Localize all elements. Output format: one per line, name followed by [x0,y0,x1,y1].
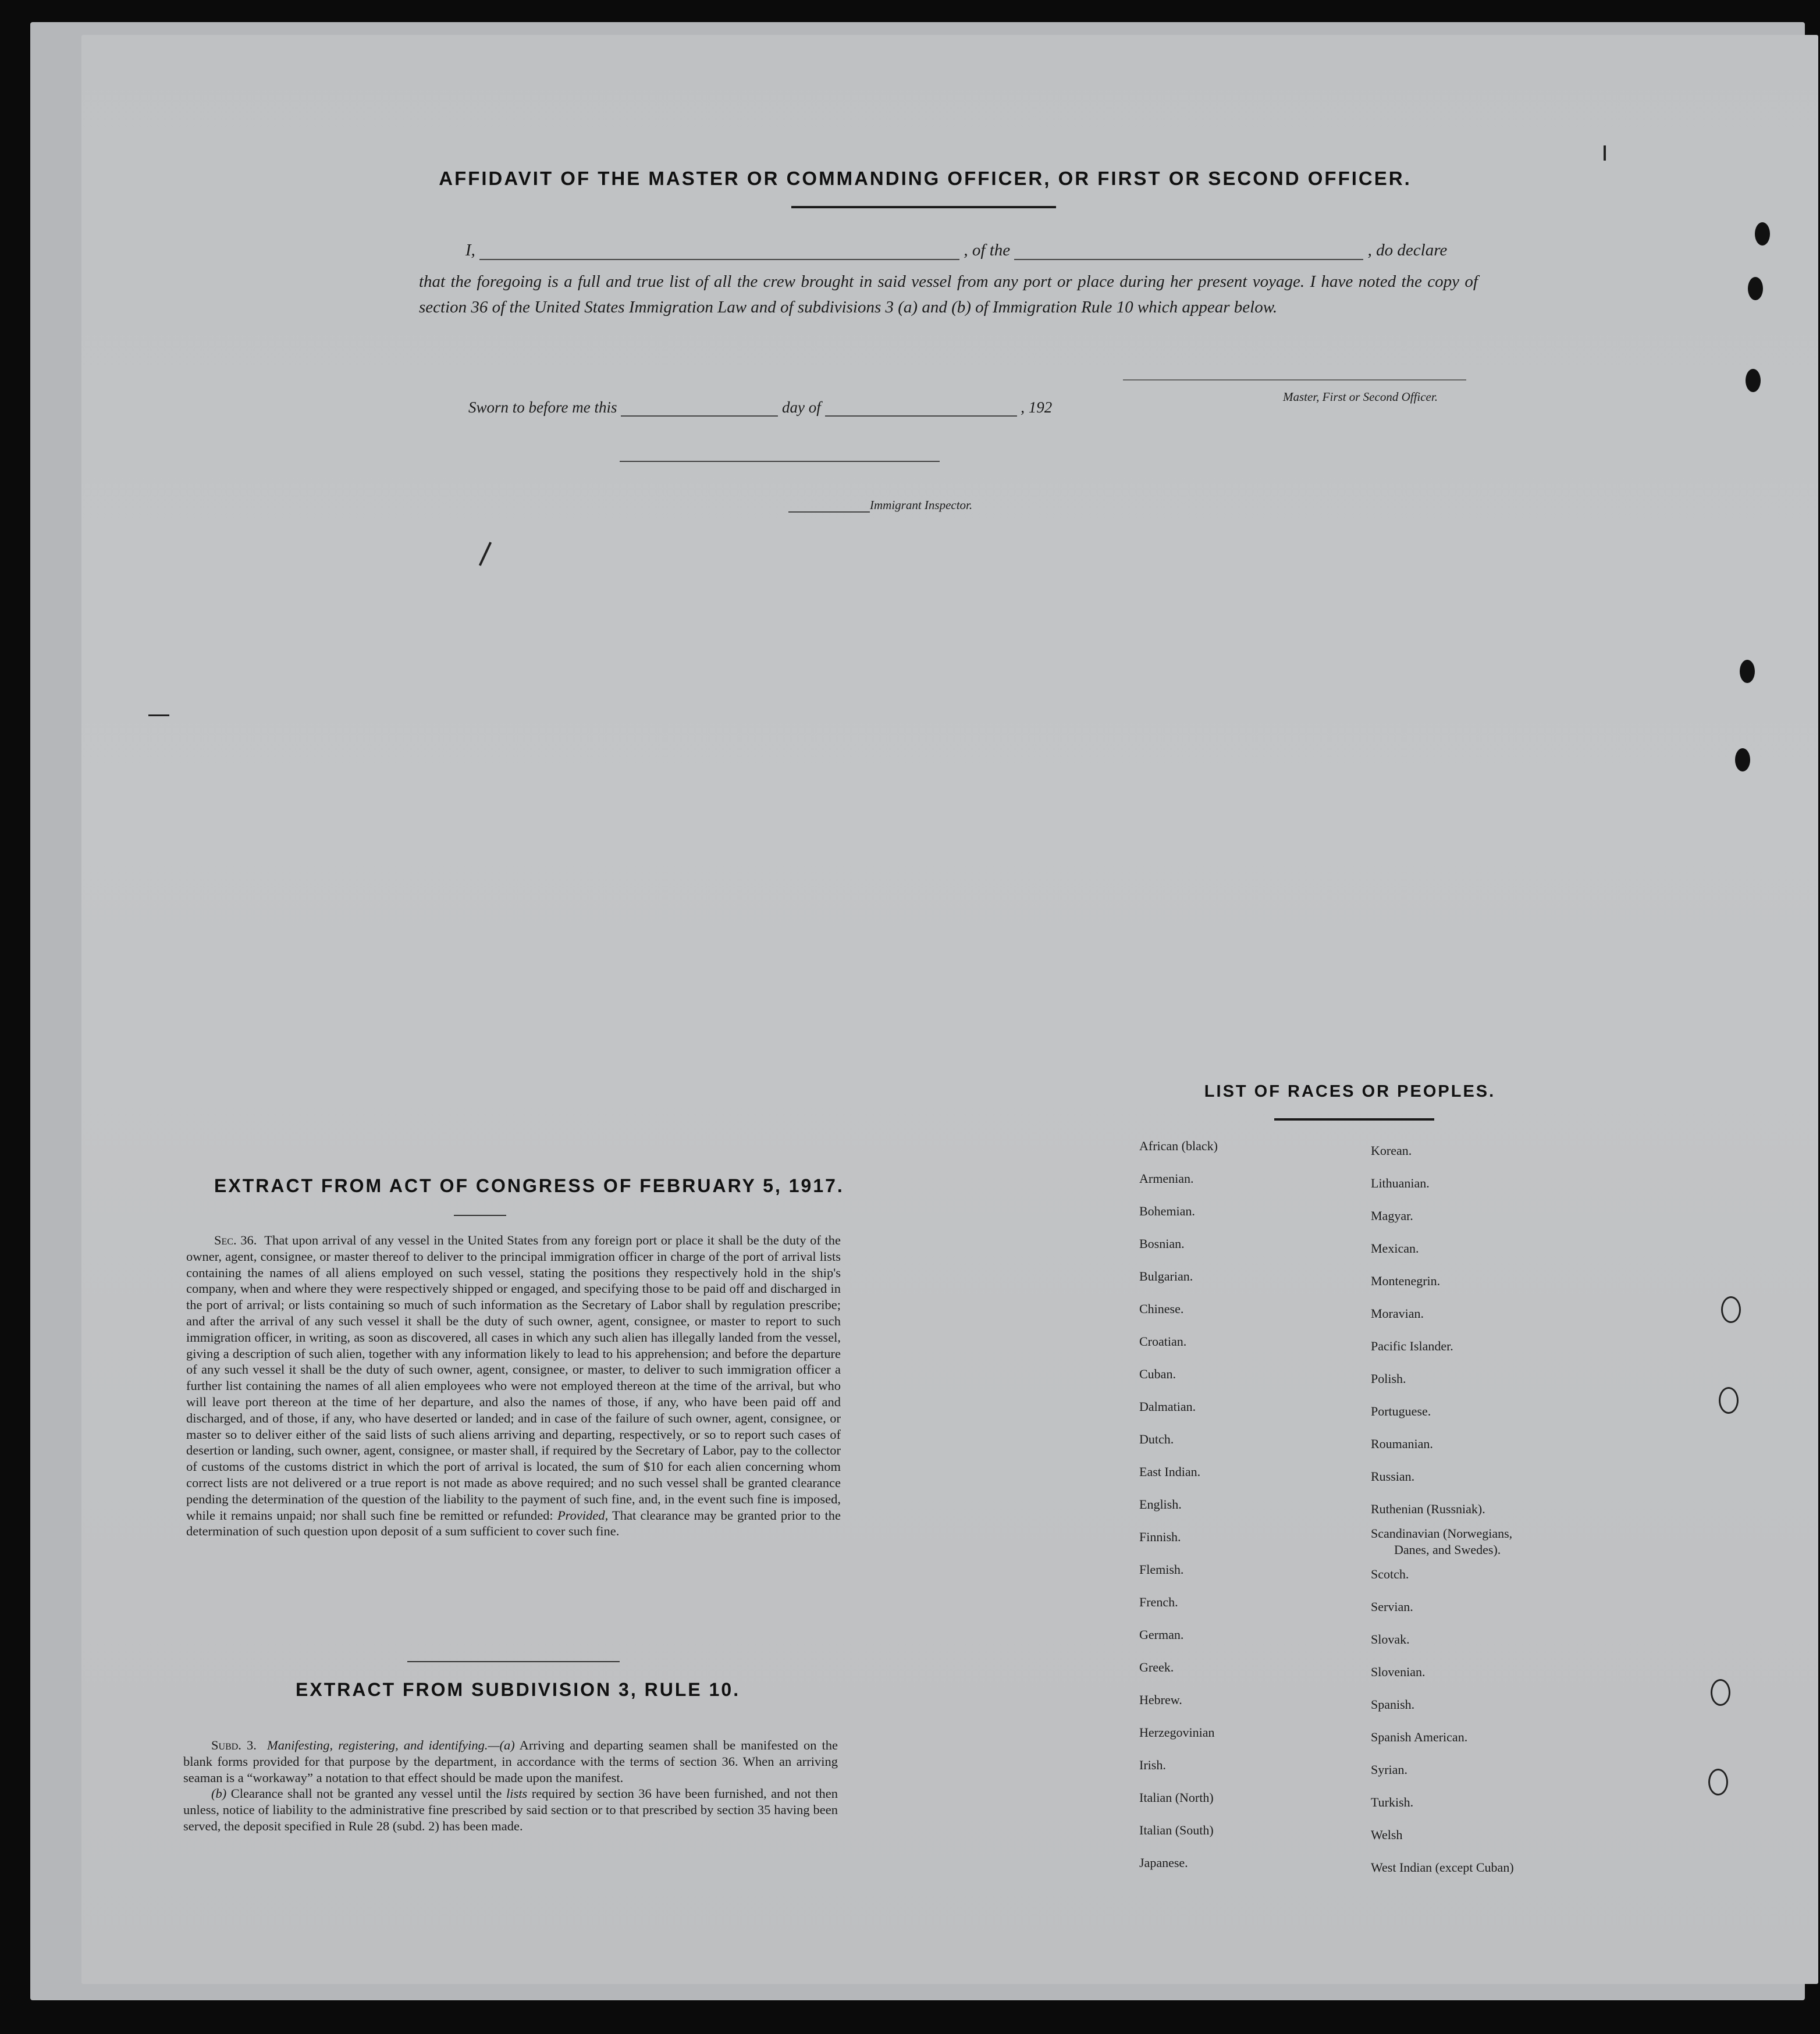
para-b-lists: lists [506,1786,528,1801]
subd-label: Subd. 3. [211,1738,257,1752]
race-item: West Indian (except Cuban) [1371,1860,1514,1875]
race-item: French. [1139,1595,1178,1609]
act-title: EXTRACT FROM ACT OF CONGRESS OF FEBRUARY 5, 1917. [214,1175,844,1196]
affidavit-body: that the foregoing is a full and true list of all the crew brought in said vessel from any port or place during her present voyage. I have noted the copy of section 36 of the United States Immigration Law and of subdivisions 3 (a) and (b) of Immigration Rule 10 which appear below. [419,272,1478,317]
race-item: Croatian. [1139,1334,1187,1349]
declarant-label: I, [465,241,475,259]
race-item: Japanese. [1139,1855,1188,1870]
binding-hole [1755,222,1770,246]
race-item: Italian (North) [1139,1790,1214,1805]
race-item: Slovak. [1371,1632,1410,1647]
sworn-label: Sworn to before me this [468,399,617,416]
inspector-line [788,498,972,513]
race-item: Flemish. [1139,1562,1184,1577]
race-item: Montenegrin. [1371,1274,1441,1288]
binding-ring [1711,1679,1730,1706]
declarant-name-field[interactable] [479,241,959,260]
race-item: Spanish. [1371,1697,1415,1712]
binding-ring [1708,1769,1728,1795]
race-item: Servian. [1371,1599,1413,1614]
sec-36-text: That upon arrival of any vessel in the United States from any foreign port or place it shall be the duty of the owner, agent, consignee, or master thereof to deliver to the principal immigration officer in charge of the port of arrival lists containing the names of all aliens employed on such vessel, stating the positions they respectively hold in the ship's company, when and where they were respectively shipped or engaged, and specifying those to be paid off and discharged in the port of arrival; or lists containing so much of such information as the Secretary of Labor shall by regulation prescribe; and after the arrival of any such vessel it shall be the duty of such owner, agent, consignee, or master to report to such immigration officer, in writing, as soon as discovered, all cases in which any such alien has illegally landed from the vessel, giving a description of such alien, together with any information likely to lead to his apprehension; and before the departure of any such vessel it shall be the duty of such owner, agent, consignee, or master, to deliver to such immigration officer a further list containing the names of all alien employees who were not employed thereon at the time of the arrival, but who will leave port thereon at the time of her departure, and also the names of those, if any, who have been paid off and discharged, and of those, if any, who have deserted or landed; and in case of the failure of such owner, agent, consignee, or master so to deliver either of the said lists of such aliens arriving and departing, respectively, or so to report such cases of desertion or landing, such owner, agent, consignee, or master shall, if required by the Secretary of Labor, pay to the collector of customs of the customs district in which the port of arrival is located, the sum of $10 for each alien concerning whom correct lists are not delivered or a true report is not made as above required; and no such vessel shall be granted clearance pending the determination of the question of the liability to the payment of such fine, and, in the event such fine is imposed, while it remains unpaid; nor shall such fine be remitted or refunded: [186,1233,841,1523]
subd-heading: Manifesting, registering, and identifying.—(a) [267,1738,515,1752]
race-item: Scandinavian (Norwegians, [1371,1526,1513,1541]
inspector-label: Immigrant Inspector. [870,498,973,512]
rule10-title: EXTRACT FROM SUBDIVISION 3, RULE 10. [296,1679,741,1700]
signature-label: Master, First or Second Officer. [1283,390,1438,404]
race-item: Slovenian. [1371,1665,1426,1679]
inspector-name-field[interactable] [788,503,870,513]
race-item: Italian (South) [1139,1823,1214,1837]
act-section-36 [186,1232,841,1539]
race-item: English. [1139,1497,1182,1512]
race-item: Dutch. [1139,1432,1174,1446]
vessel-label: , of the [964,241,1011,259]
sworn-month-field[interactable] [825,398,1017,417]
para-b-end: required by section 36 have been furnished, and not then unless, notice of liability to the administrative fine prescribed by said section or to that prescribed by section 35 having been served, the deposit specified in Rule 28 (subd. 2) has been made. [183,1786,838,1833]
race-item: Bosnian. [1139,1236,1185,1251]
race-item: Scotch. [1371,1567,1409,1581]
race-item: Finnish. [1139,1530,1181,1544]
race-item: Roumanian. [1371,1436,1433,1451]
binding-ring [1719,1387,1739,1414]
race-item: Polish. [1371,1371,1406,1386]
race-item: Hebrew. [1139,1692,1182,1707]
sworn-day-field[interactable] [621,398,778,417]
rule10-text [183,1737,838,1834]
affidavit-declaration-line [465,241,1447,260]
race-item: Spanish American. [1371,1730,1468,1744]
race-item: African (black) [1139,1139,1218,1153]
affidavit-title-underline [791,206,1056,208]
vessel-name-field[interactable] [1014,241,1363,260]
race-item: Turkish. [1371,1795,1414,1809]
race-item: Lithuanian. [1371,1176,1430,1190]
race-item: Irish. [1139,1758,1166,1772]
stray-mark [1604,145,1606,161]
race-item: Moravian. [1371,1306,1424,1321]
race-item: Russian. [1371,1469,1415,1484]
race-item: Magyar. [1371,1208,1413,1223]
race-item: Bohemian. [1139,1204,1195,1218]
para-a: Arriving and departing seamen shall be manifested on the blank forms provided for that purpose by the department, in accordance with the terms of section 36. When an arriving seaman is a “workaway” a notation to that effect should be made upon the manifest. [183,1738,838,1785]
para-b-label: (b) [211,1786,227,1801]
act-title-rule [454,1215,506,1216]
race-item: Chinese. [1139,1302,1184,1316]
signature-line[interactable] [1123,379,1466,381]
race-item: Dalmatian. [1139,1399,1196,1414]
binding-hole [1735,748,1750,771]
stray-mark [148,714,169,716]
races-title-underline [1274,1118,1434,1121]
race-item: Portuguese. [1371,1404,1431,1418]
race-item: Armenian. [1139,1171,1194,1186]
sworn-line [468,398,1052,417]
sec-label: Sec. 36. [214,1233,257,1247]
race-item-continued: Danes, and Swedes). [1394,1542,1501,1557]
year-label: , 192 [1021,399,1053,416]
affidavit-title: AFFIDAVIT OF THE MASTER OR COMMANDING OFFICER, OR FIRST OR SECOND OFFICER. [439,168,1412,189]
races-title: LIST OF RACES OR PEOPLES. [1204,1082,1496,1101]
proviso-label: Provided, [557,1507,609,1523]
race-item: Mexican. [1371,1241,1419,1256]
para-b-start: Clearance shall not be granted any vessel until the [230,1786,502,1801]
race-item: Cuban. [1139,1367,1176,1381]
races-left-column [1139,1130,1218,1879]
declare-label: , do declare [1367,241,1448,259]
race-item: Herzegovinian [1139,1725,1215,1740]
race-item: Pacific Islander. [1371,1339,1453,1353]
binding-hole [1748,277,1763,300]
binding-ring [1721,1296,1741,1323]
race-item: Welsh [1371,1827,1403,1842]
section-divider [407,1661,620,1662]
race-item: Korean. [1371,1143,1412,1158]
day-of-label: day of [782,399,821,416]
race-item: East Indian. [1139,1464,1201,1479]
inspector-signature-line[interactable] [620,461,940,462]
race-item: Ruthenian (Russniak). [1371,1502,1485,1516]
proviso-text: That clearance may be granted prior to the determination of such question upon deposit of a sum sufficient to cover such fine. [186,1507,841,1539]
race-item: Syrian. [1371,1762,1407,1777]
races-right-column [1371,1135,1514,1884]
binding-hole [1746,369,1761,392]
binding-hole [1740,660,1755,683]
race-item: German. [1139,1627,1184,1642]
race-item: Bulgarian. [1139,1269,1193,1283]
race-item: Greek. [1139,1660,1174,1674]
